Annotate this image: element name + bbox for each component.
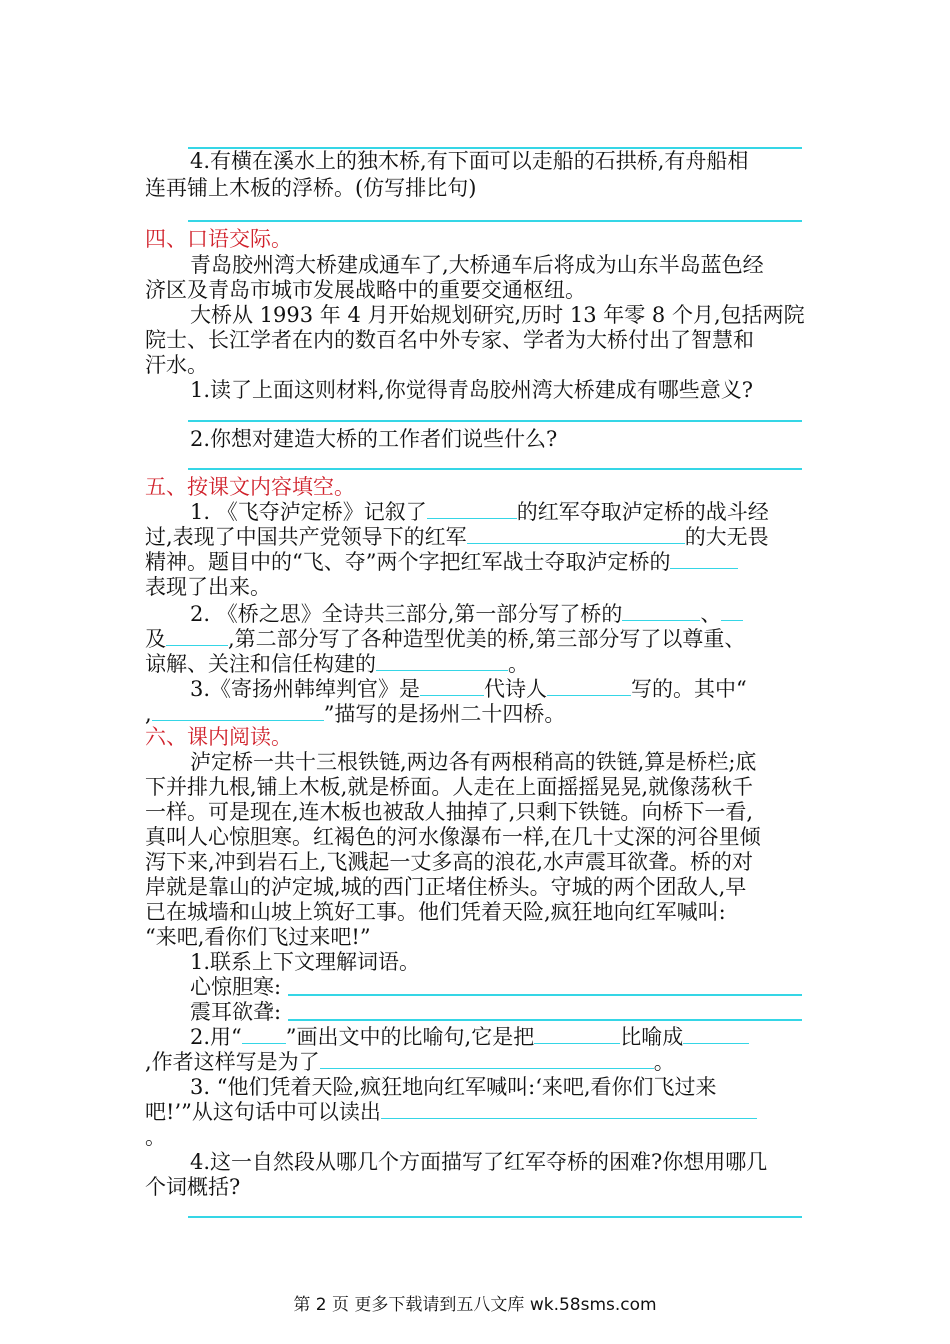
s6-question-1: 1.联系上下文理解词语。 [190,950,421,974]
passage-line: 已在城墙和山坡上筑好工事。他们凭着天险,疯狂地向红军喊叫: [145,900,726,924]
s5-q3-line1: 3.《寄扬州韩绰判官》是 代诗人 写的。其中“ [190,677,747,701]
s4-paragraph-2: 汗水。 [145,353,208,377]
s6-word-1: 心惊胆寒: [190,975,282,999]
answer-line [288,1019,802,1021]
section-6-heading: 六、课内阅读。 [145,725,292,749]
passage-line: “来吧,看你们飞过来吧!” [145,925,371,949]
answer-line [188,220,802,222]
s3-q4-line2: 连再铺上木板的浮桥。(仿写排比句) [145,176,477,200]
fill-blank[interactable] [320,1050,654,1069]
fill-blank[interactable] [547,677,631,696]
answer-line [188,468,802,470]
fill-blank[interactable] [683,1025,749,1044]
s6-q3-line3: 。 [145,1125,166,1149]
s4-paragraph-1: 济区及青岛市城市发展战略中的重要交通枢纽。 [145,278,586,302]
fill-blank[interactable] [166,627,228,646]
s6-q4-line2: 个词概括? [145,1175,241,1199]
passage-line: 一样。可是现在,连木板也被敌人抽掉了,只剩下铁链。向桥下一看, [145,800,754,824]
passage-line: 岸就是靠山的泸定城,城的西门正堵住桥头。守城的两个团敌人,早 [145,875,747,899]
s5-q1-line2: 过,表现了中国共产党领导下的红军 的大无畏 [145,525,769,549]
s6-q3-line1: 3. “他们凭着天险,疯狂地向红军喊叫:‘来吧,看你们飞过来 [190,1075,717,1099]
s5-q2-line1: 2. 《桥之思》全诗共三部分,第一部分写了桥的 、 [190,601,743,627]
answer-line [188,1216,802,1218]
answer-line [288,994,802,996]
fill-blank[interactable] [376,652,508,671]
passage-line: 真叫人心惊胆寒。红褐色的河水像瀑布一样,在几十丈深的河谷里倾 [145,825,761,849]
s6-q2-line1: 2.用“ ”画出文中的比喻句,它是把 比喻成 [190,1024,749,1050]
s5-q2-line3: 谅解、关注和信任构建的 。 [145,652,529,676]
fill-blank[interactable] [670,550,738,569]
answer-line [188,420,802,422]
s4-paragraph-1: 青岛胶州湾大桥建成通车了,大桥通车后将成为山东半岛蓝色经 [190,253,764,277]
fill-blank[interactable] [427,500,517,519]
fill-blank[interactable] [242,1025,286,1044]
section-5-heading: 五、按课文内容填空。 [145,475,355,499]
fill-blank[interactable] [534,1025,620,1044]
s5-q2-line2: 及 ,第二部分写了各种造型优美的桥,第三部分写了以尊重、 [145,627,746,651]
s4-question-1: 1.读了上面这则材料,你觉得青岛胶州湾大桥建成有哪些意义? [190,378,753,402]
s6-word-2: 震耳欲聋: [190,1000,282,1024]
fill-blank[interactable] [622,602,700,621]
fill-blank[interactable] [152,702,324,721]
fill-blank[interactable] [721,602,743,621]
s4-paragraph-2: 院士、长江学者在内的数百名中外专家、学者为大桥付出了智慧和 [145,328,754,352]
s5-q1-line4: 表现了出来。 [145,575,271,599]
passage-line: 下并排九根,铺上木板,就是桥面。人走在上面摇摇晃晃,就像荡秋千 [145,775,754,799]
s3-q4-line1: 4.有横在溪水上的独木桥,有下面可以走船的石拱桥,有舟船相 [190,149,749,173]
fill-blank[interactable] [467,525,685,544]
fill-blank[interactable] [420,677,484,696]
s6-q3-line2: 吧!’”从这句话中可以读出 [145,1099,757,1125]
s5-q3-line2: , ”描写的是扬州二十四桥。 [145,702,566,726]
s4-question-2: 2.你想对建造大桥的工作者们说些什么? [190,427,558,451]
s6-q4-line1: 4.这一自然段从哪几个方面描写了红军夺桥的困难?你想用哪几 [190,1150,768,1174]
fill-blank[interactable] [381,1100,757,1119]
s5-q1-line1: 1. 《飞夺泸定桥》记叙了 的红军夺取泸定桥的战斗经 [190,500,769,524]
section-4-heading: 四、口语交际。 [145,227,292,251]
s4-paragraph-2: 大桥从 1993 年 4 月开始规划研究,历时 13 年零 8 个月,包括两院 [190,303,805,327]
page-footer: 第 2 页 更多下载请到五八文库 wk.58sms.com [293,1295,657,1315]
passage-line: 泸定桥一共十三根铁链,两边各有两根稍高的铁链,算是桥栏;底 [190,750,757,774]
s6-q2-line2: ,作者这样写是为了 。 [145,1050,675,1074]
s5-q1-line3: 精神。题目中的“飞、夺”两个字把红军战士夺取泸定桥的 [145,549,738,575]
passage-line: 泻下来,冲到岩石上,飞溅起一丈多高的浪花,水声震耳欲聋。桥的对 [145,850,754,874]
